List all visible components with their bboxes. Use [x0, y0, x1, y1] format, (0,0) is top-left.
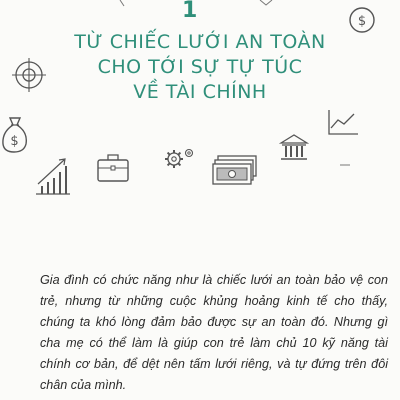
target-icon — [10, 56, 48, 94]
money-bag-icon — [0, 112, 30, 154]
dollar-coin-icon — [348, 6, 376, 34]
gears-icon — [162, 145, 198, 173]
chapter-title — [40, 30, 360, 105]
svg-text:$: $ — [357, 14, 367, 29]
title-line-3: VỀ TÀI CHÍNH — [133, 81, 267, 103]
cash-stack-icon — [212, 154, 258, 186]
title-line-2: CHO TỚI SỰ TỰ TÚC — [97, 56, 303, 78]
body-paragraph — [40, 270, 388, 396]
minus-icon — [339, 163, 351, 167]
bank-icon — [279, 133, 309, 163]
title-line-1: TỪ CHIẾC LƯỚI AN TOÀN — [74, 31, 326, 53]
svg-text:$: $ — [10, 134, 19, 149]
body-text: Gia đình có chức năng như là chiếc lưới an toàn bảo vệ con trẻ, nhưng từ những cuộc khủng hoảng kinh tế cho thấy, chúng ta khó lòng đảm bảo được sự an toàn đó. Nhưng gì cha mẹ có thể làm là giúp con trẻ làm chủ 10 kỹ năng tài chính cơ bản, để dệt nên tấm lưới riêng, và tự đứng trên đôi chân của mình. — [40, 273, 388, 392]
bar-chart-growth-icon — [34, 156, 74, 196]
chapter-number: 1 — [182, 0, 198, 23]
line-chart-icon — [326, 108, 360, 136]
briefcase-icon — [96, 151, 130, 183]
top-decoration-icon — [110, 0, 290, 10]
